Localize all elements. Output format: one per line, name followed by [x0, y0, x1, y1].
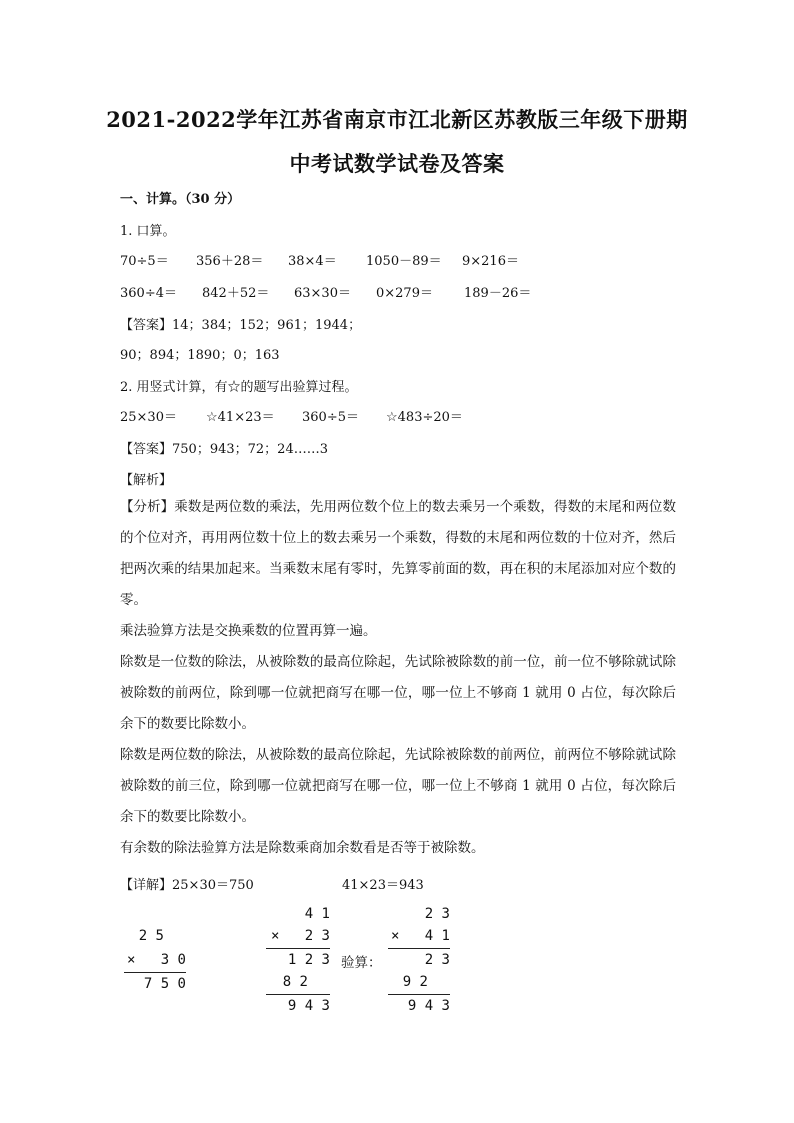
q1-answer [120, 314, 361, 333]
q1-item: 0×279＝ [376, 286, 433, 301]
vc-operand: 4 1 [304, 906, 330, 922]
q1-item: 842＋52＝ [202, 286, 270, 301]
q2-item: 360÷5＝ [302, 410, 359, 425]
vc-rule [266, 948, 330, 949]
q1-item: 63×30＝ [294, 286, 351, 301]
analysis-tag: 【解析】 [120, 473, 173, 488]
vertical-calc-23x41 [360, 906, 450, 1026]
q1-answer-line2: 90；894；1890；0；163 [120, 348, 280, 363]
vc-operand: 2 3 [424, 906, 450, 922]
answer-text: 14；384；152；961；1944； [172, 318, 362, 333]
q2-item: ☆41×23＝ [206, 410, 275, 425]
vc-partial: 2 3 [424, 952, 450, 968]
vc-rule [388, 994, 450, 995]
analysis-body [120, 492, 676, 864]
analysis-paragraph: 乘法验算方法是交换乘数的位置再算一遍。 [120, 623, 377, 639]
detail-eq2: 41×23＝943 [342, 878, 424, 893]
detail-tag: 【详解】 [120, 878, 173, 893]
q1-item: 9×216＝ [462, 254, 519, 269]
q2-item: ☆483÷20＝ [386, 410, 463, 425]
vc-result: 7 5 0 [143, 976, 186, 992]
detail-line [120, 874, 424, 893]
q1-label: 1. 口算。 [120, 224, 176, 239]
analysis-paragraph: 有余数的除法验算方法是除数乘商加余数看是否等于被除数。 [120, 840, 485, 856]
vc-result: 9 4 3 [287, 998, 330, 1014]
answer-tag: 【答案】 [120, 442, 173, 457]
section1-heading: 一、计算。（30 分） [120, 192, 241, 207]
q1-item: 356＋28＝ [196, 254, 264, 269]
vc-operand: × 4 1 [390, 928, 450, 944]
q1-item: 189－26＝ [464, 286, 532, 301]
vc-operand: 2 5 [138, 928, 164, 944]
q2-answer [120, 438, 328, 457]
doc-title-line1: 2021-2022学年江苏省南京市江北新区苏教版三年级下册期 [106, 107, 688, 132]
analysis-paragraph: 除数是一位数的除法，从被除数的最高位除起，先试除被除数的前一位，前一位不够除就试除被除数的前两位，除到哪一位就把商写在哪一位，哪一位上不够商 1 就用 0 占位，每次除后余下的数要比除数小。 [120, 654, 676, 732]
analysis-paragraph: 除数是两位数的除法，从被除数的最高位除起，先试除被除数的前两位，前两位不够除就试除被除数的前三位，除到哪一位就把商写在哪一位，哪一位上不够商 1 就用 0 占位，每次除后余下的数要比除数小。 [120, 747, 676, 825]
q1-item: 38×4＝ [288, 254, 337, 269]
vc-partial: 9 2 [402, 974, 428, 990]
detail-eq1: 25×30＝750 [172, 878, 254, 893]
answer-tag: 【答案】 [120, 318, 173, 333]
vc-operand: × 3 0 [126, 952, 186, 968]
vc-operand: × 2 3 [270, 928, 330, 944]
vc-partial: 1 2 3 [287, 952, 330, 968]
q2-item: 25×30＝ [120, 410, 177, 425]
vc-result: 9 4 3 [407, 998, 450, 1014]
q1-item: 360÷4＝ [120, 286, 177, 301]
check-label: 验算： [341, 955, 382, 971]
vc-rule [388, 948, 450, 949]
vertical-calc-25x30 [100, 928, 186, 998]
vc-rule [124, 972, 186, 973]
analysis-paragraph: 【分析】乘数是两位数的乘法，先用两位数个位上的数去乘另一个乘数，得数的末尾和两位数的个位对齐，再用两位数十位上的数去乘另一个乘数，得数的末尾和两位数的十位对齐，然后把两次乘的结果加起来。当乘数末尾有零时，先算零前面的数，再在积的末尾添加对应个数的零。 [120, 499, 676, 608]
vc-partial: 8 2 [282, 974, 308, 990]
doc-title-line2: 中考试数学试卷及答案 [289, 151, 505, 176]
vertical-calc-41x23 [240, 906, 330, 1026]
q2-label: 2. 用竖式计算，有☆的题写出验算过程。 [120, 380, 358, 395]
vc-rule [266, 994, 330, 995]
q1-item: 1050－89＝ [366, 254, 442, 269]
answer-text: 750；943；72；24……3 [172, 442, 328, 457]
q1-item: 70÷5＝ [120, 254, 169, 269]
